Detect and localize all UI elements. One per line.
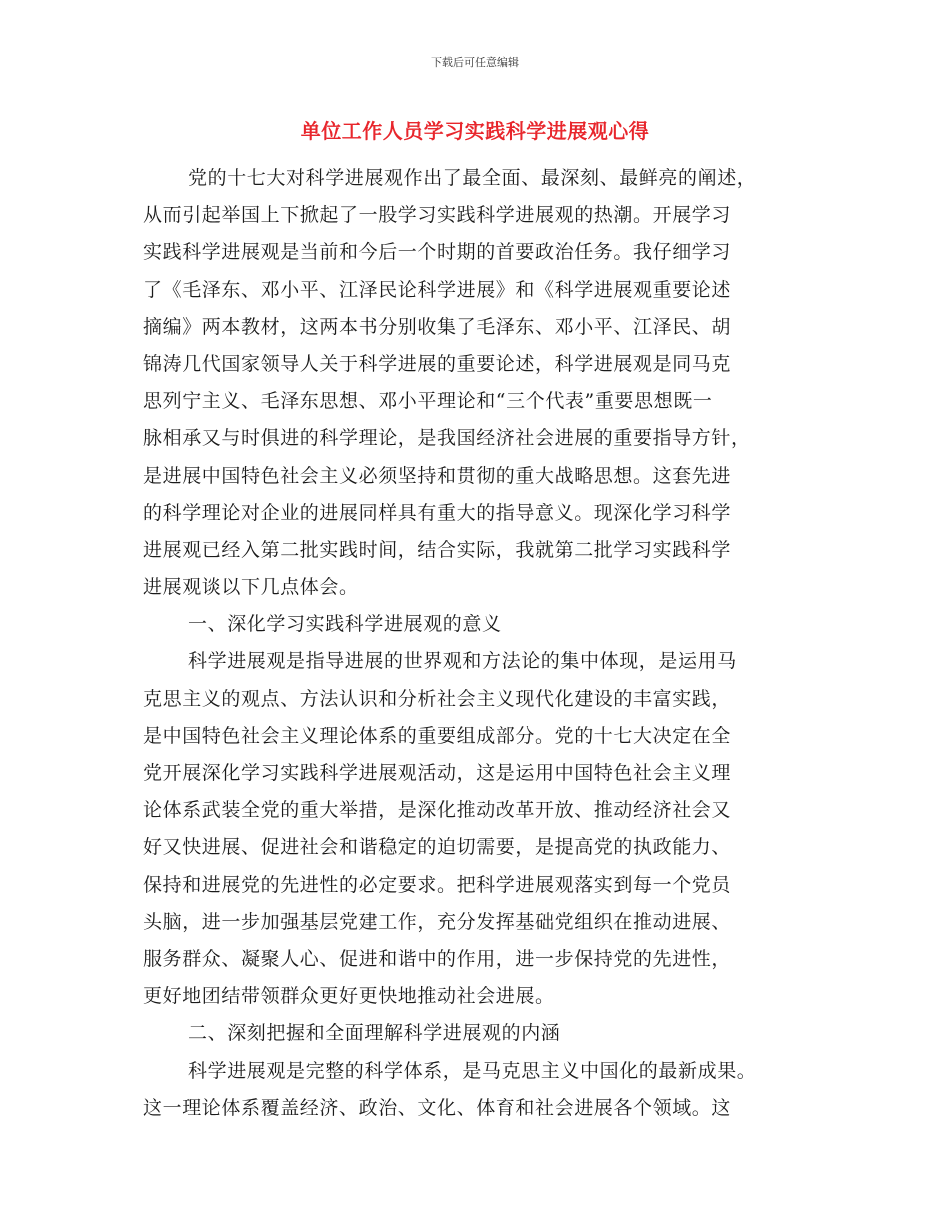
text-line: 从而引起举国上下掀起了一股学习实践科学进展观的热潮。开展学习 bbox=[143, 204, 732, 227]
section-heading: 二、深刻把握和全面理解科学进展观的内涵 bbox=[188, 1022, 561, 1045]
text-line: 克思主义的观点、方法认识和分析社会主义现代化建设的丰富实践， bbox=[143, 687, 732, 710]
text-line: 好又快进展、促进社会和谐稳定的迫切需要，是提高党的执政能力、 bbox=[143, 836, 732, 859]
text-line: 这一理论体系覆盖经济、政治、文化、体育和社会进展各个领域。这 bbox=[143, 1096, 732, 1119]
text-line: 科学进展观是指导进展的世界观和方法论的集中体现，是运用马 bbox=[188, 650, 737, 673]
text-line: 科学进展观是完整的科学体系，是马克思主义中国化的最新成果。 bbox=[188, 1059, 757, 1082]
text-line: 是中国特色社会主义理论体系的重要组成部分。党的十七大决定在全 bbox=[143, 724, 732, 747]
header-note: 下载后可任意编辑 bbox=[431, 56, 519, 69]
text-line: 服务群众、凝聚人心、促进和谐中的作用，进一步保持党的先进性， bbox=[143, 947, 732, 970]
text-line: 进展观已经入第二批实践时间，结合实际，我就第二批学习实践科学 bbox=[143, 538, 732, 561]
text-line: 保持和进展党的先进性的必定要求。把科学进展观落实到每一个党员 bbox=[143, 873, 732, 896]
text-line: 是进展中国特色社会主义必须坚持和贯彻的重大战略思想。这套先进 bbox=[143, 464, 732, 487]
document-body bbox=[143, 160, 823, 1127]
text-line: 的科学理论对企业的进展同样具有重大的指导意义。现深化学习科学 bbox=[143, 501, 732, 524]
text-line: 思列宁主义、毛泽东思想、邓小平理论和“三个代表”重要思想既一 bbox=[143, 390, 713, 413]
text-line: 头脑，进一步加强基层党建工作，充分发挥基础党组织在推动进展、 bbox=[143, 910, 732, 933]
text-line: 摘编》两本教材，这两本书分别收集了毛泽东、邓小平、江泽民、胡 bbox=[143, 315, 732, 338]
text-line: 脉相承又与时俱进的科学理论，是我国经济社会进展的重要指导方针， bbox=[143, 427, 751, 450]
document-title: 单位工作人员学习实践科学进展观心得 bbox=[300, 119, 650, 143]
text-line: 论体系武装全党的重大举措，是深化推动改革开放、推动经济社会又 bbox=[143, 799, 732, 822]
text-line: 锦涛几代国家领导人关于科学进展的重要论述，科学进展观是同马克 bbox=[143, 352, 732, 375]
section-heading: 一、深化学习实践科学进展观的意义 bbox=[188, 613, 502, 636]
text-line: 了《毛泽东、邓小平、江泽民论科学进展》和《科学进展观重要论述 bbox=[143, 278, 732, 301]
text-line: 党开展深化学习实践科学进展观活动，这是运用中国特色社会主义理 bbox=[143, 762, 732, 784]
text-line: 更好地团结带领群众更好更快地推动社会进展。 bbox=[143, 985, 555, 1008]
text-line: 实践科学进展观是当前和今后一个时期的首要政治任务。我仔细学习 bbox=[143, 241, 732, 264]
text-line: 进展观谈以下几点体会。 bbox=[143, 576, 359, 599]
text-line: 党的十七大对科学进展观作出了最全面、最深刻、最鲜亮的阐述， bbox=[188, 167, 757, 189]
